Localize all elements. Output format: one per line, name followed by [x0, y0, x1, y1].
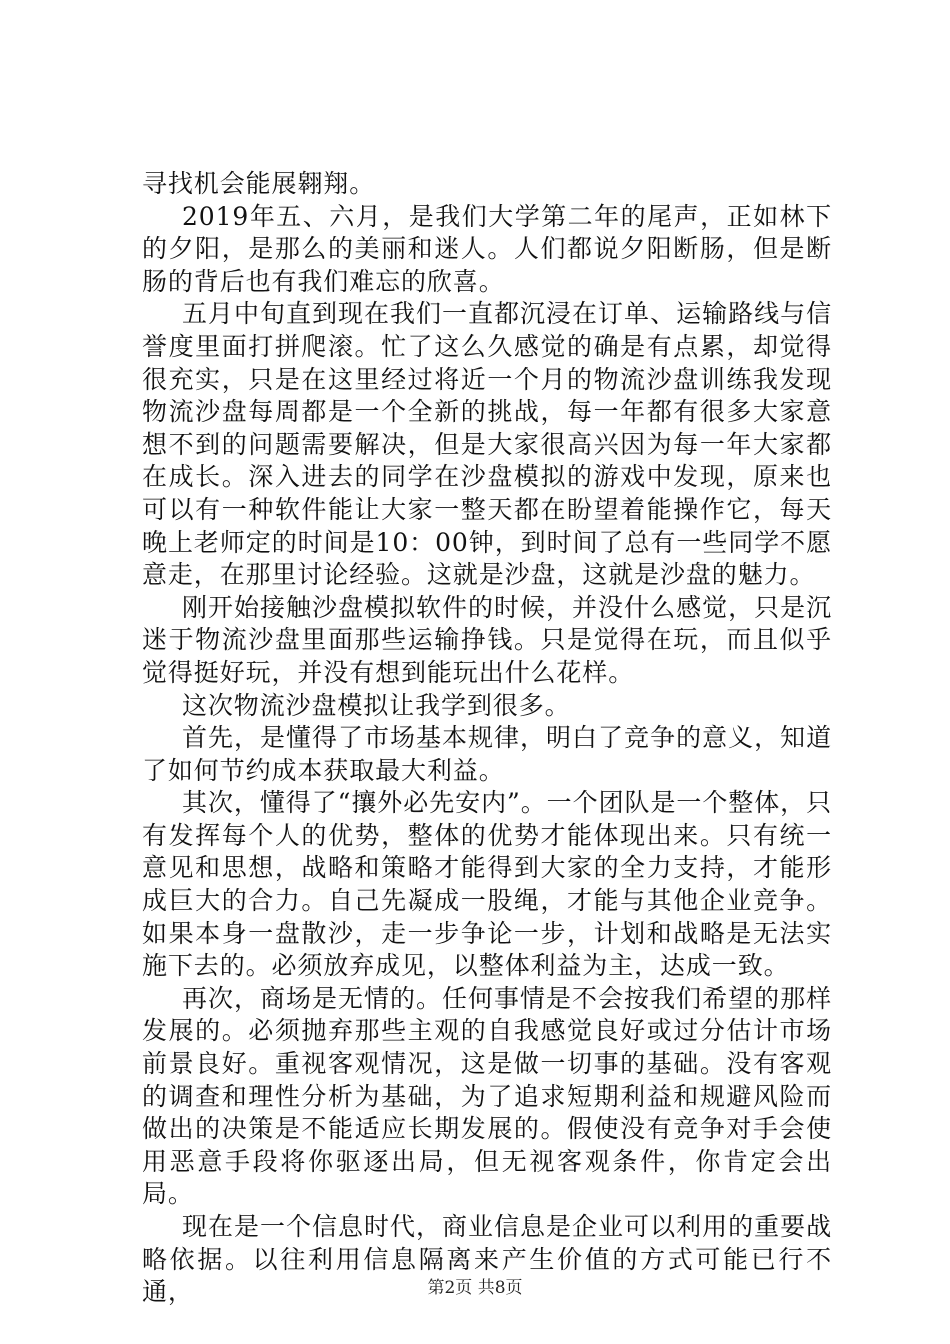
document-body	[142, 168, 832, 1309]
paragraph: 五月中旬直到现在我们一直都沉浸在订单、运输路线与信誉度里面打拼爬滚。忙了这么久感觉的确是有点累，却觉得很充实，只是在这里经过将近一个月的物流沙盘训练我发现物流沙盘每周都是一个全新的挑战，每一年都有很多大家意想不到的问题需要解决，但是大家很高兴因为每一年大家都在成长。深入进去的同学在沙盘模拟的游戏中发现，原来也可以有一种软件能让大家一整天都在盼望着能操作它，每天晚上老师定的时间是10：00钟，到时间了总有一些同学不愿意走，在那里讨论经验。这就是沙盘，这就是沙盘的魅力。	[142, 299, 832, 590]
page-footer: 第2页 共8页	[427, 1278, 523, 1298]
paragraph: 再次，商场是无情的。任何事情是不会按我们希望的那样发展的。必须抛弃那些主观的自我感觉良好或过分估计市场前景良好。重视客观情况，这是做一切事的基础。没有客观的调查和理性分析为基础，为了追求短期利益和规避风险而做出的决策是不能适应长期发展的。假使没有竞争对手会使用恶意手段将你驱逐出局，但无视客观条件，你肯定会出局。	[142, 983, 832, 1209]
paragraph-continuation: 寻找机会能展翱翔。	[142, 169, 376, 198]
paragraph: 2019年五、六月，是我们大学第二年的尾声，正如林下的夕阳，是那么的美丽和迷人。人们都说夕阳断肠，但是断肠的背后也有我们难忘的欣喜。	[142, 201, 832, 296]
paragraph: 其次，懂得了“攘外必先安内”。一个团队是一个整体，只有发挥每个人的优势，整体的优势才能体现出来。只有统一意见和思想，战略和策略才能得到大家的全力支持，才能形成巨大的合力。自己先凝成一股绳，才能与其他企业竞争。如果本身一盘散沙，走一步争论一步，计划和战略是无法实施下去的。必须放弃成见，以整体利益为主，达成一致。	[142, 788, 832, 981]
paragraph: 这次物流沙盘模拟让我学到很多。	[182, 690, 571, 720]
paragraph: 现在是一个信息时代，商业信息是企业可以利用的重要战略依据。以往利用信息隔离来产生价值的方式可能已行不通，	[142, 1212, 832, 1307]
paragraph: 首先，是懂得了市场基本规律，明白了竞争的意义，知道了如何节约成本获取最大利益。	[142, 723, 832, 785]
paragraph: 刚开始接触沙盘模拟软件的时候，并没什么感觉，只是沉迷于物流沙盘里面那些运输挣钱。只是觉得在玩，而且似乎觉得挺好玩，并没有想到能玩出什么花样。	[142, 592, 832, 687]
